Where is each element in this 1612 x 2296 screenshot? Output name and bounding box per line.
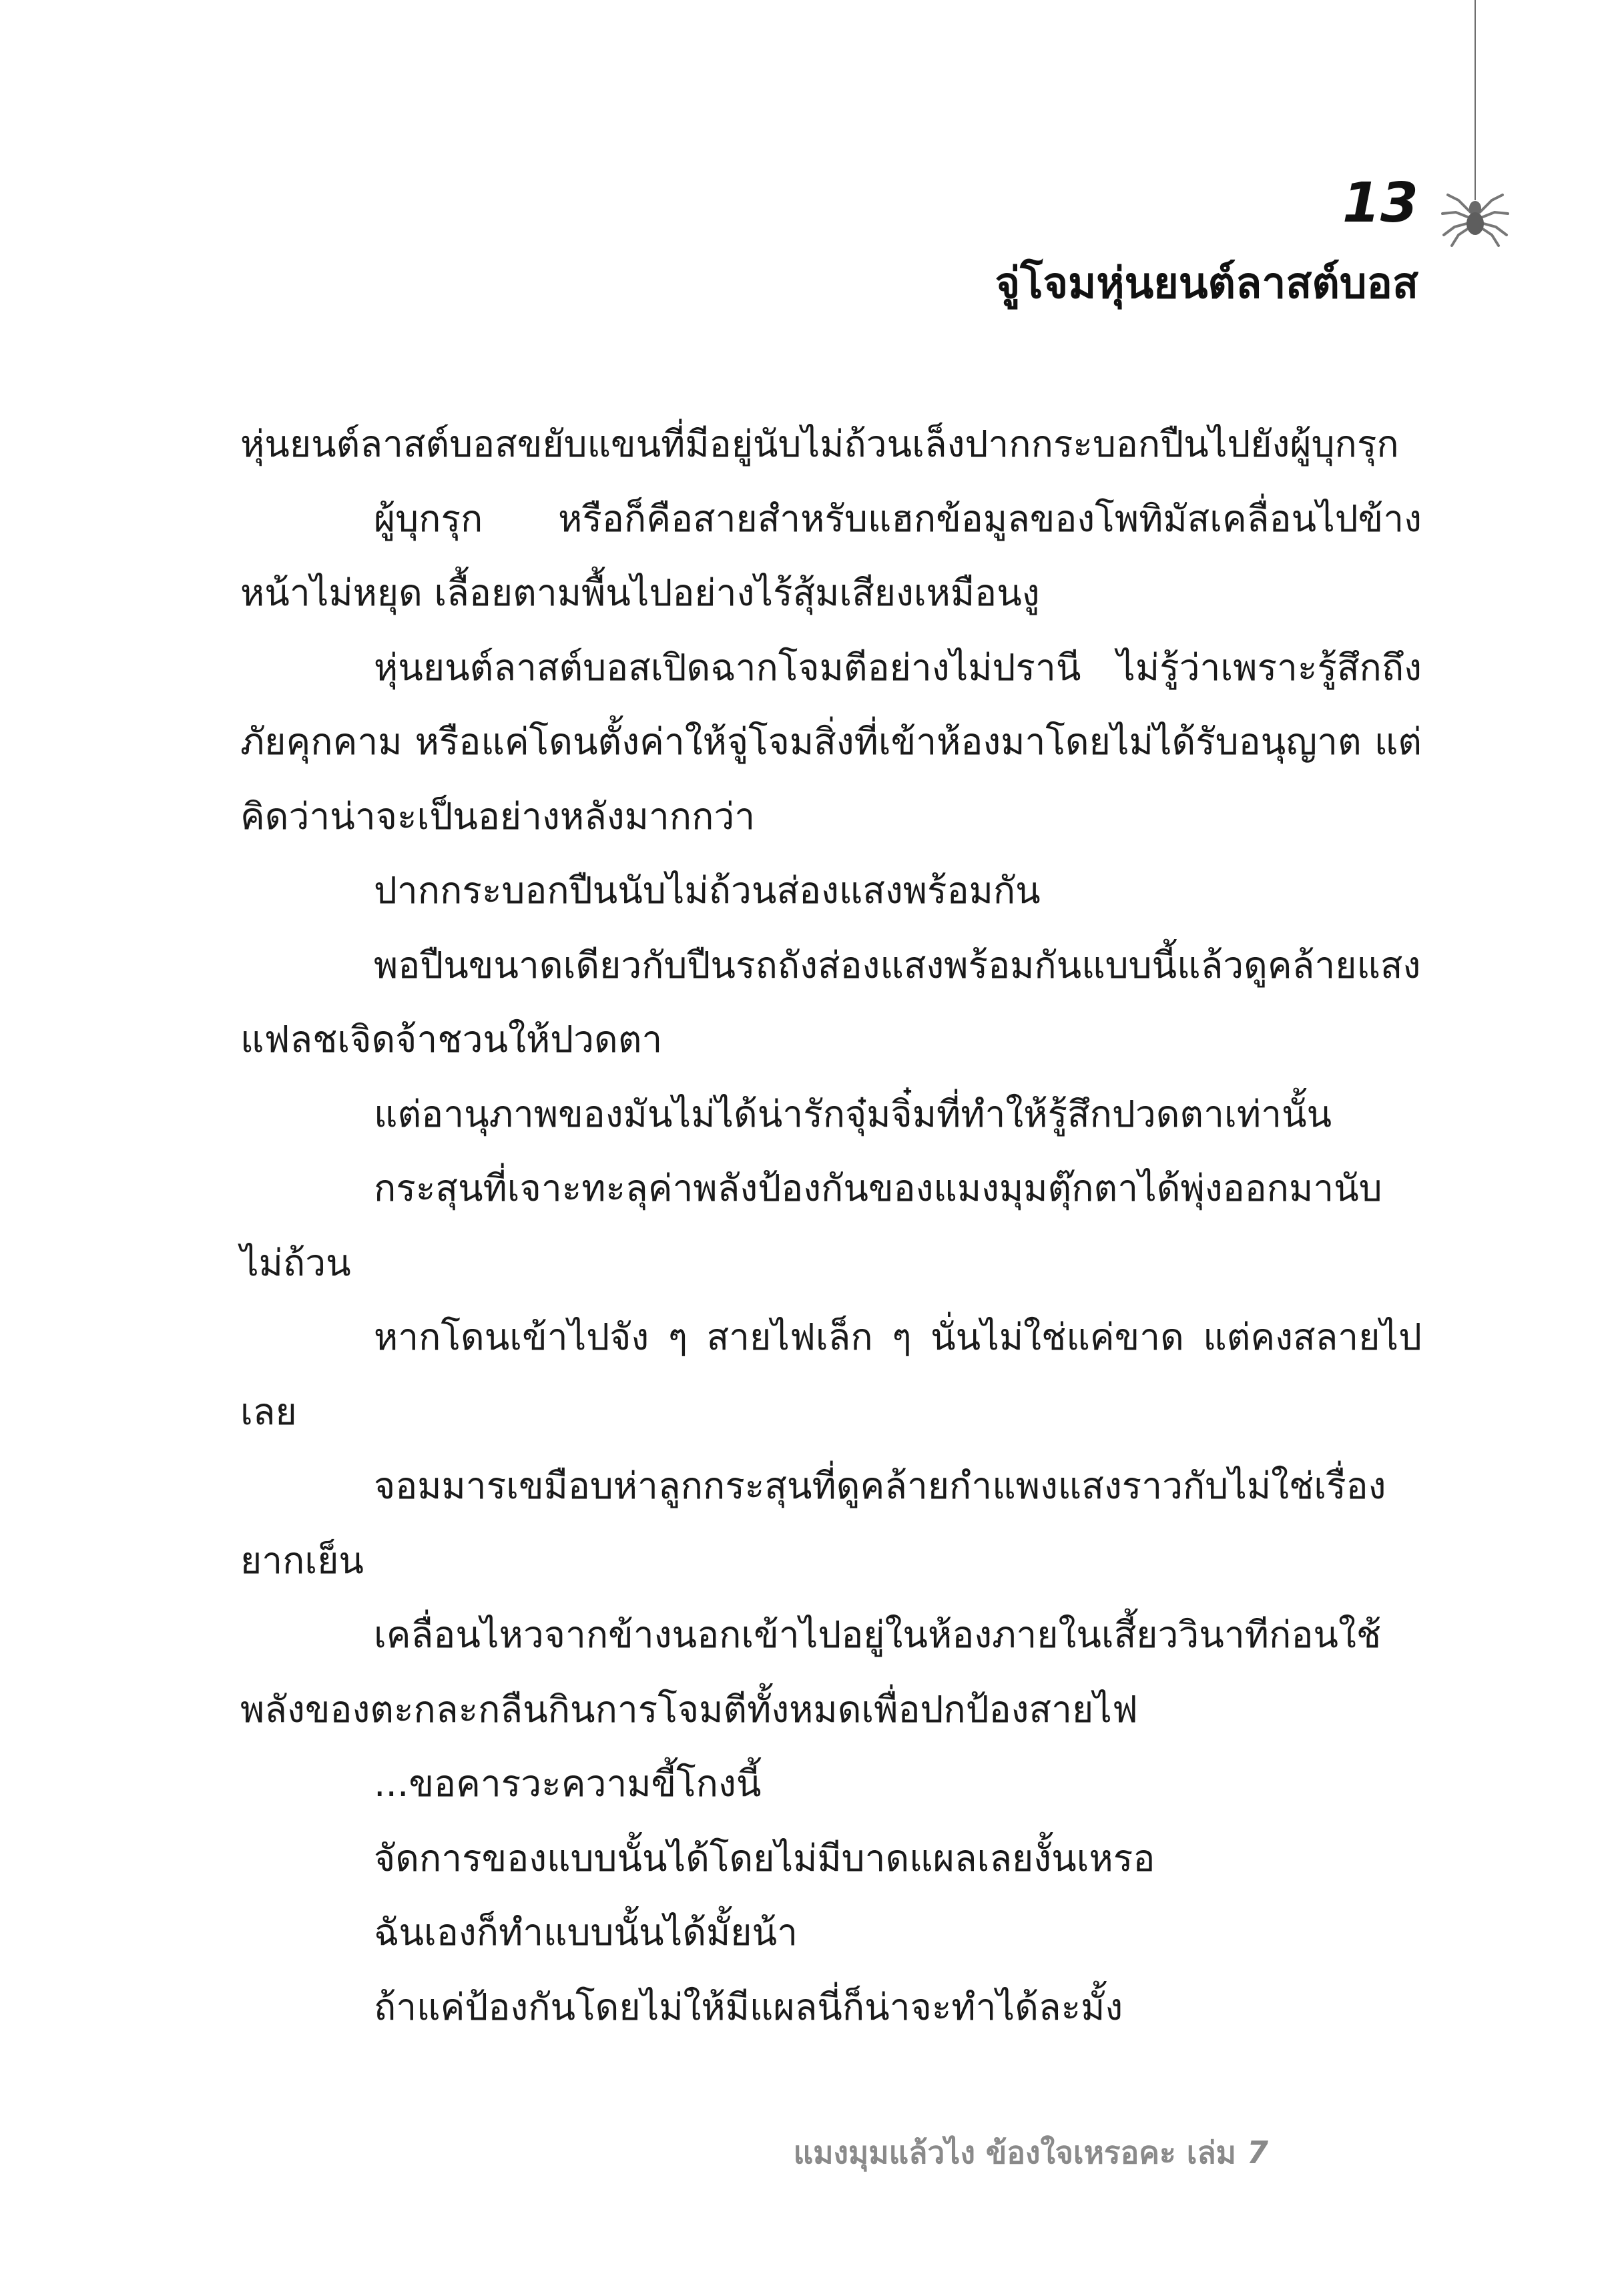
spider-icon: [1438, 0, 1512, 247]
paragraph: จอมมารเขมือบห่าลูกกระสุนที่ดูคล้ายกำแพงแสงราวกับไม่ใช่เรื่องยากเย็น: [240, 1464, 1386, 1582]
running-footer: [794, 2132, 1268, 2173]
spider-hanging-icon: [1438, 0, 1512, 247]
paragraph: พอปืนขนาดเดียวกับปืนรถถังส่องแสงพร้อมกันแบบนี้แล้วดูคล้ายแสงแฟลชเจิดจ้าชวนให้ปวดตา: [240, 943, 1421, 1061]
paragraph: เคลื่อนไหวจากข้างนอกเข้าไปอยู่ในห้องภายในเสี้ยววินาทีก่อนใช้พลังของตะกละกลืนกินการโจมตีทั้งหมดเพื่อปกป้องสายไฟ: [240, 1613, 1382, 1731]
paragraph: ถ้าแค่ป้องกันโดยไม่ให้มีแผลนี่ก็น่าจะทำได้ละมั้ง: [374, 1985, 1123, 2028]
paragraph: กระสุนที่เจาะทะลุค่าพลังป้องกันของแมงมุมตุ๊กตาได้พุ่งออกมานับไม่ถ้วน: [240, 1167, 1382, 1284]
book-title: แมงมุมแล้วไง ข้องใจเหรอคะ เล่ม: [793, 2134, 1236, 2171]
paragraph: ผู้บุกรุก หรือก็คือสายสำหรับแฮกข้อมูลของโพทิมัสเคลื่อนไปข้างหน้าไม่หยุด เลื้อยตามพื้นไปอย่างไร้สุ้มเสียงเหมือนงู: [240, 497, 1422, 614]
paragraph: ...ขอคารวะความขี้โกงนี้: [374, 1762, 762, 1805]
volume-number: 7: [1246, 2134, 1268, 2171]
paragraph: ฉันเองก็ทำแบบนั้นได้มั้ยน้า: [374, 1911, 798, 1954]
paragraph: แต่อานุภาพของมันไม่ได้น่ารักจุ๋มจิ๋มที่ทำให้รู้สึกปวดตาเท่านั้น: [374, 1092, 1332, 1135]
paragraph: หุ่นยนต์ลาสต์บอสเปิดฉากโจมตีอย่างไม่ปรานี ไม่รู้ว่าเพราะรู้สึกถึงภัยคุกคาม หรือแค่โดนตั้งค่าให้จู่โจมสิ่งที่เข้าห้องมาโดยไม่ได้รับอนุญาต แต่คิดว่าน่าจะเป็นอย่างหลังมากกว่า: [240, 645, 1422, 838]
chapter-title: จู่โจมหุ่นยนต์ลาสต์บอส: [995, 259, 1418, 308]
paragraph: จัดการของแบบนั้นได้โดยไม่มีบาดแผลเลยงั้นเหรอ: [374, 1836, 1155, 1880]
paragraph: หากโดนเข้าไปจัง ๆ สายไฟเล็ก ๆ นั่นไม่ใช่แค่ขาด แต่คงสลายไปเลย: [240, 1316, 1422, 1433]
paragraph: หุ่นยนต์ลาสต์บอสขยับแขนที่มีอยู่นับไม่ถ้วนเล็งปากกระบอกปืนไปยังผู้บุกรุก: [240, 422, 1399, 465]
paragraph: ปากกระบอกปืนนับไม่ถ้วนส่องแสงพร้อมกัน: [374, 869, 1041, 912]
chapter-body: [240, 407, 1422, 2044]
chapter-number: 13: [1342, 172, 1418, 235]
